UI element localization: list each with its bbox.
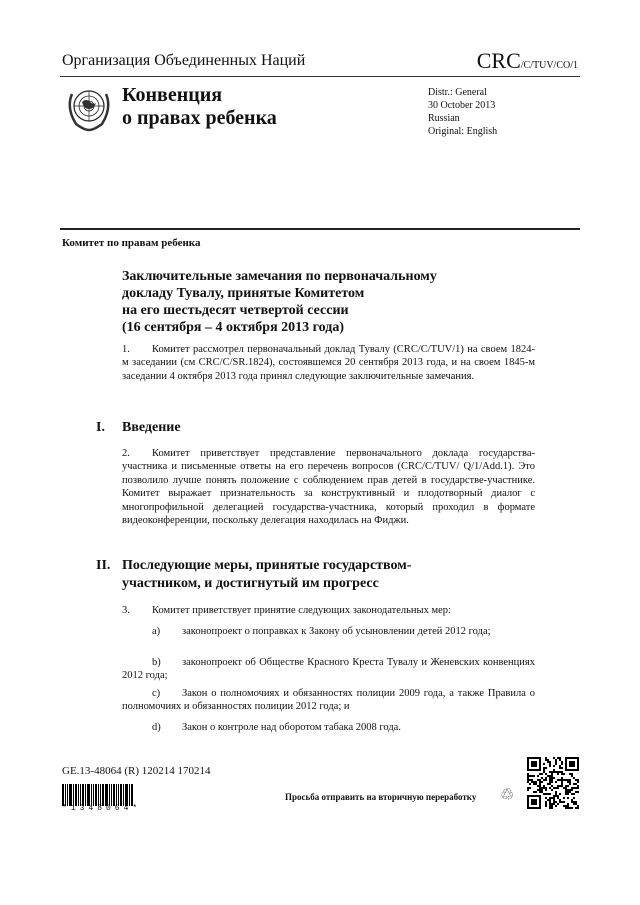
section-1-heading bbox=[96, 419, 535, 437]
list-item bbox=[122, 656, 535, 683]
barcode-bar bbox=[93, 784, 94, 806]
symbol-main: CRC bbox=[476, 48, 521, 73]
section-title: Введение bbox=[122, 420, 181, 435]
barcode-bar bbox=[118, 784, 119, 806]
list-text: законопроект о поправках к Закону об усыновлении детей 2012 года; bbox=[182, 626, 491, 637]
distribution-info bbox=[428, 86, 497, 138]
barcode-bar bbox=[116, 784, 117, 806]
barcode-bar bbox=[91, 784, 92, 806]
job-number: GE.13-48064 (R) 120214 170214 bbox=[62, 765, 211, 777]
list-label: d) bbox=[152, 722, 161, 733]
barcode-bar bbox=[69, 784, 72, 806]
paragraph-1 bbox=[122, 343, 535, 383]
list-item bbox=[122, 625, 535, 638]
barcode-bar bbox=[82, 784, 84, 806]
paragraph-3 bbox=[122, 604, 535, 617]
section-title-line: Последующие меры, принятые государством- bbox=[122, 558, 412, 573]
document-symbol bbox=[477, 48, 578, 74]
recycle-text: Просьба отправить на вторичную переработку bbox=[285, 792, 477, 802]
distr: Distr.: General bbox=[428, 87, 487, 98]
paragraph-number: 1. bbox=[122, 344, 130, 355]
recycle-icon: ♲ bbox=[500, 787, 515, 804]
barcode-bar bbox=[105, 784, 108, 806]
barcode-bar bbox=[62, 784, 64, 806]
barcode-bar bbox=[129, 784, 130, 806]
barcode-bar bbox=[67, 784, 68, 806]
heading-line: на его шестьдесят четвертой сессии bbox=[122, 303, 349, 318]
paragraph-text: Комитет приветствует представление первоначального доклада государства-участника и письменные ответы на его перечень вопросов (CRC/C/TUV/ Q/1/Add.1). Это позволило лучше понять положение с соблюдением прав детей в государстве-участнике. Комитет выражает признательность за конструктивный и плодотворный диалог с многопрофильной делегацией государства-участника, который проходил в формате видеоконференции, поскольку делегация находилась на Фиджи. bbox=[122, 448, 535, 527]
paragraph-text: Комитет рассмотрел первоначальный доклад Тувалу (CRC/C/TUV/1) на своем 1824-м заседании (см CRC/C/SR.1824), состоявшемся 20 сентября 2013 года, и на своем 1845-м заседании 4 октября 2013 года принял следующие заключительные замечания. bbox=[122, 344, 535, 382]
list-label: c) bbox=[152, 688, 161, 699]
document-heading bbox=[122, 268, 542, 336]
section-number: I. bbox=[96, 420, 105, 435]
heading-line: докладу Тувалу, принятые Комитетом bbox=[122, 286, 365, 301]
paragraph-number: 3. bbox=[122, 605, 130, 616]
list-text: законопроект об Обществе Красного Креста Тувалу и Женевских конвенциях 2012 года; bbox=[122, 657, 535, 682]
list-item bbox=[122, 721, 535, 734]
barcode-bar bbox=[120, 784, 122, 806]
section-number: II. bbox=[96, 558, 111, 573]
barcode-bar bbox=[131, 784, 133, 806]
heading-line: Заключительные замечания по первоначальному bbox=[122, 269, 437, 284]
barcode-bar bbox=[78, 784, 79, 806]
symbol-suffix: /C/TUV/CO/1 bbox=[520, 60, 578, 71]
barcode-bar bbox=[111, 784, 112, 806]
list-text: Закон о полномочиях и обязанностях полиции 2009 года, а также Правила о полномочиях и обязанностях полиции 2012 года; и bbox=[122, 688, 535, 713]
paragraph-number: 2. bbox=[122, 448, 130, 459]
barcode-bar bbox=[100, 784, 101, 806]
section-2-heading bbox=[96, 557, 535, 593]
barcode-bar bbox=[125, 784, 128, 806]
date: 30 October 2013 bbox=[428, 100, 496, 111]
barcode-bar bbox=[123, 784, 124, 806]
original-language: Original: English bbox=[428, 126, 498, 137]
paragraph-2 bbox=[122, 447, 535, 527]
document-title bbox=[122, 84, 277, 130]
qr-code-icon bbox=[527, 757, 579, 809]
heading-line: (16 сентября – 4 октября 2013 года) bbox=[122, 320, 344, 335]
barcode-bar bbox=[109, 784, 110, 806]
committee-name: Комитет по правам ребенка bbox=[62, 237, 201, 249]
section-title-line: участником, и достигнутый им прогресс bbox=[122, 576, 379, 591]
paragraph-text: Комитет приветствует принятие следующих законодательных мер: bbox=[152, 605, 451, 616]
organization-name: Организация Объединенных Наций bbox=[62, 52, 306, 69]
barcode-bar bbox=[113, 784, 115, 806]
barcode-bar bbox=[80, 784, 81, 806]
title-line-2: о правах ребенка bbox=[122, 107, 277, 129]
header-rule bbox=[60, 76, 580, 77]
un-emblem-icon bbox=[64, 82, 114, 132]
barcode-bar bbox=[102, 784, 104, 806]
barcode-bar bbox=[75, 784, 77, 806]
barcode-bar bbox=[85, 784, 86, 806]
list-item bbox=[122, 687, 535, 714]
list-text: Закон о контроле над оборотом табака 2008 года. bbox=[182, 722, 401, 733]
title-rule bbox=[60, 228, 580, 230]
barcode-number: *1348064* bbox=[62, 804, 142, 813]
barcode-icon bbox=[62, 784, 142, 806]
list-label: a) bbox=[152, 626, 161, 637]
list-label: b) bbox=[152, 657, 161, 668]
barcode-bar bbox=[98, 784, 99, 806]
title-line-1: Конвенция bbox=[122, 84, 223, 106]
language: Russian bbox=[428, 113, 460, 124]
barcode-bar bbox=[95, 784, 97, 806]
barcode-bar bbox=[65, 784, 66, 806]
barcode-bar bbox=[87, 784, 90, 806]
barcode-bar bbox=[73, 784, 74, 806]
